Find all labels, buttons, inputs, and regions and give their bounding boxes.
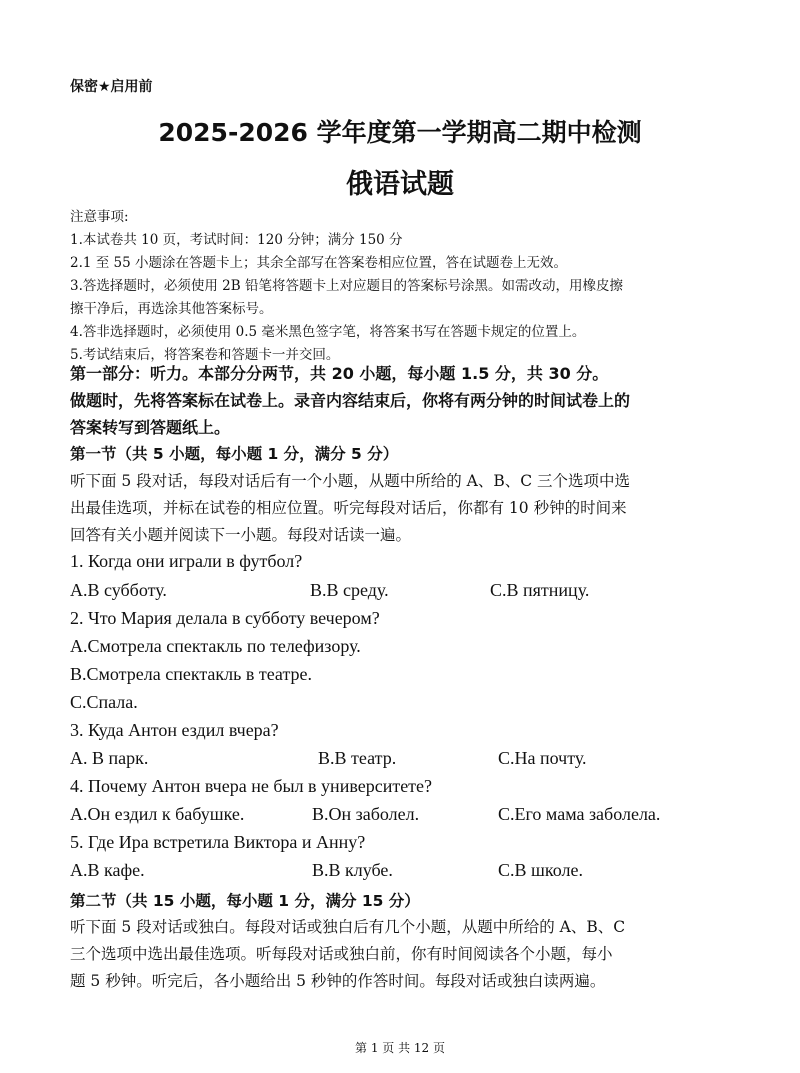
question-5: 5. Где Ира встретила Виктора и Анну? — [70, 832, 366, 852]
q5-option-c: C.В школе. — [498, 860, 583, 880]
q1-option-c: C.В пятницу. — [490, 580, 590, 600]
question-2: 2. Что Мария делала в субботу вечером? — [70, 608, 380, 628]
instruction-line: 听下面 5 段对话，每段对话后有一个小题，从题中所给的 A、B、C 三个选项中选 — [70, 472, 631, 490]
notes-heading: 注意事项: — [70, 209, 129, 225]
q5-option-a: A.В кафе. — [70, 860, 145, 880]
instruction-line: 听下面 5 段对话或独白。每段对话或独白后有几个小题，从题中所给的 A、B、C — [70, 918, 626, 936]
question-4: 4. Почему Антон вчера не был в университете? — [70, 776, 433, 796]
q2-option-c: C.Спала. — [70, 692, 138, 712]
section1-title: 第一节（共 5 小题，每小题 1 分，满分 5 分） — [70, 445, 399, 463]
section1-instructions — [70, 468, 750, 549]
exam-title: 2025-2026 学年度第一学期高二期中检测 — [158, 118, 642, 147]
q2-option-b: B.Смотрела спектакль в театре. — [70, 664, 313, 684]
part1-instruction-line: 做题时，先将答案标在试卷上。录音内容结束后，你将有两分钟的时间试卷上的 — [70, 391, 631, 410]
note-item: 3.答选择题时，必须使用 2B 铅笔将答题卡上对应题目的答案标号涂黑。如需改动，用橡皮擦 — [70, 278, 623, 294]
instruction-line: 出最佳选项，并标在试卷的相应位置。听完每段对话后，你都有 10 秒钟的时间来 — [70, 499, 627, 517]
q4-option-b: B.Он заболел. — [312, 804, 420, 824]
q1-option-b: B.В среду. — [310, 580, 389, 600]
instruction-line: 回答有关小题并阅读下一小题。每段对话读一遍。 — [70, 526, 412, 544]
q3-option-a: A. В парк. — [70, 748, 149, 768]
part1-instruction-line: 答案转写到答题纸上。 — [70, 418, 231, 437]
note-item: 2.1 至 55 小题涂在答题卡上；其余全部写在答案卷相应位置，答在试题卷上无效。 — [70, 255, 568, 271]
section2-instructions — [70, 914, 750, 995]
question-3: 3. Куда Антон ездил вчера? — [70, 720, 279, 740]
section2-title: 第二节（共 15 小题，每小题 1 分，满分 15 分） — [70, 892, 420, 910]
note-item: 1.本试卷共 10 页，考试时间：120 分钟；满分 150 分 — [70, 232, 403, 248]
q5-option-b: B.В клубе. — [312, 860, 393, 880]
note-item: 4.答非选择题时，必须使用 0.5 毫米黑色签字笔，将答案书写在答题卡规定的位置上。 — [70, 324, 586, 340]
question-1: 1. Когда они играли в футбол? — [70, 551, 303, 571]
page-footer: 第 1 页 共 12 页 — [355, 1041, 445, 1055]
note-item: 擦干净后，再选涂其他答案标号。 — [70, 301, 273, 317]
instruction-line: 三个选项中选出最佳选项。听每段对话或独白前，你有时间阅读各个小题，每小 — [70, 945, 613, 963]
note-item: 5.考试结束后，将答案卷和答题卡一并交回。 — [70, 347, 340, 363]
subject-title: 俄语试题 — [346, 169, 454, 200]
q3-option-c: C.На почту. — [498, 748, 587, 768]
q1-option-a: A.В субботу. — [70, 580, 167, 600]
q3-option-b: B.В театр. — [318, 748, 397, 768]
confidential-label: 保密★启用前 — [70, 79, 153, 95]
q4-option-c: C.Его мама заболела. — [498, 804, 661, 824]
q2-option-a: A.Смотрела спектакль по телефизору. — [70, 636, 361, 656]
part1-title: 第一部分：听力。本部分分两节，共 20 小题，每小题 1.5 分，共 30 分。 — [70, 364, 609, 383]
instruction-line: 题 5 秒钟。听完后，各小题给出 5 秒钟的作答时间。每段对话或独白读两遍。 — [70, 972, 606, 990]
notes-block — [70, 206, 740, 367]
q4-option-a: A.Он ездил к бабушке. — [70, 804, 245, 824]
